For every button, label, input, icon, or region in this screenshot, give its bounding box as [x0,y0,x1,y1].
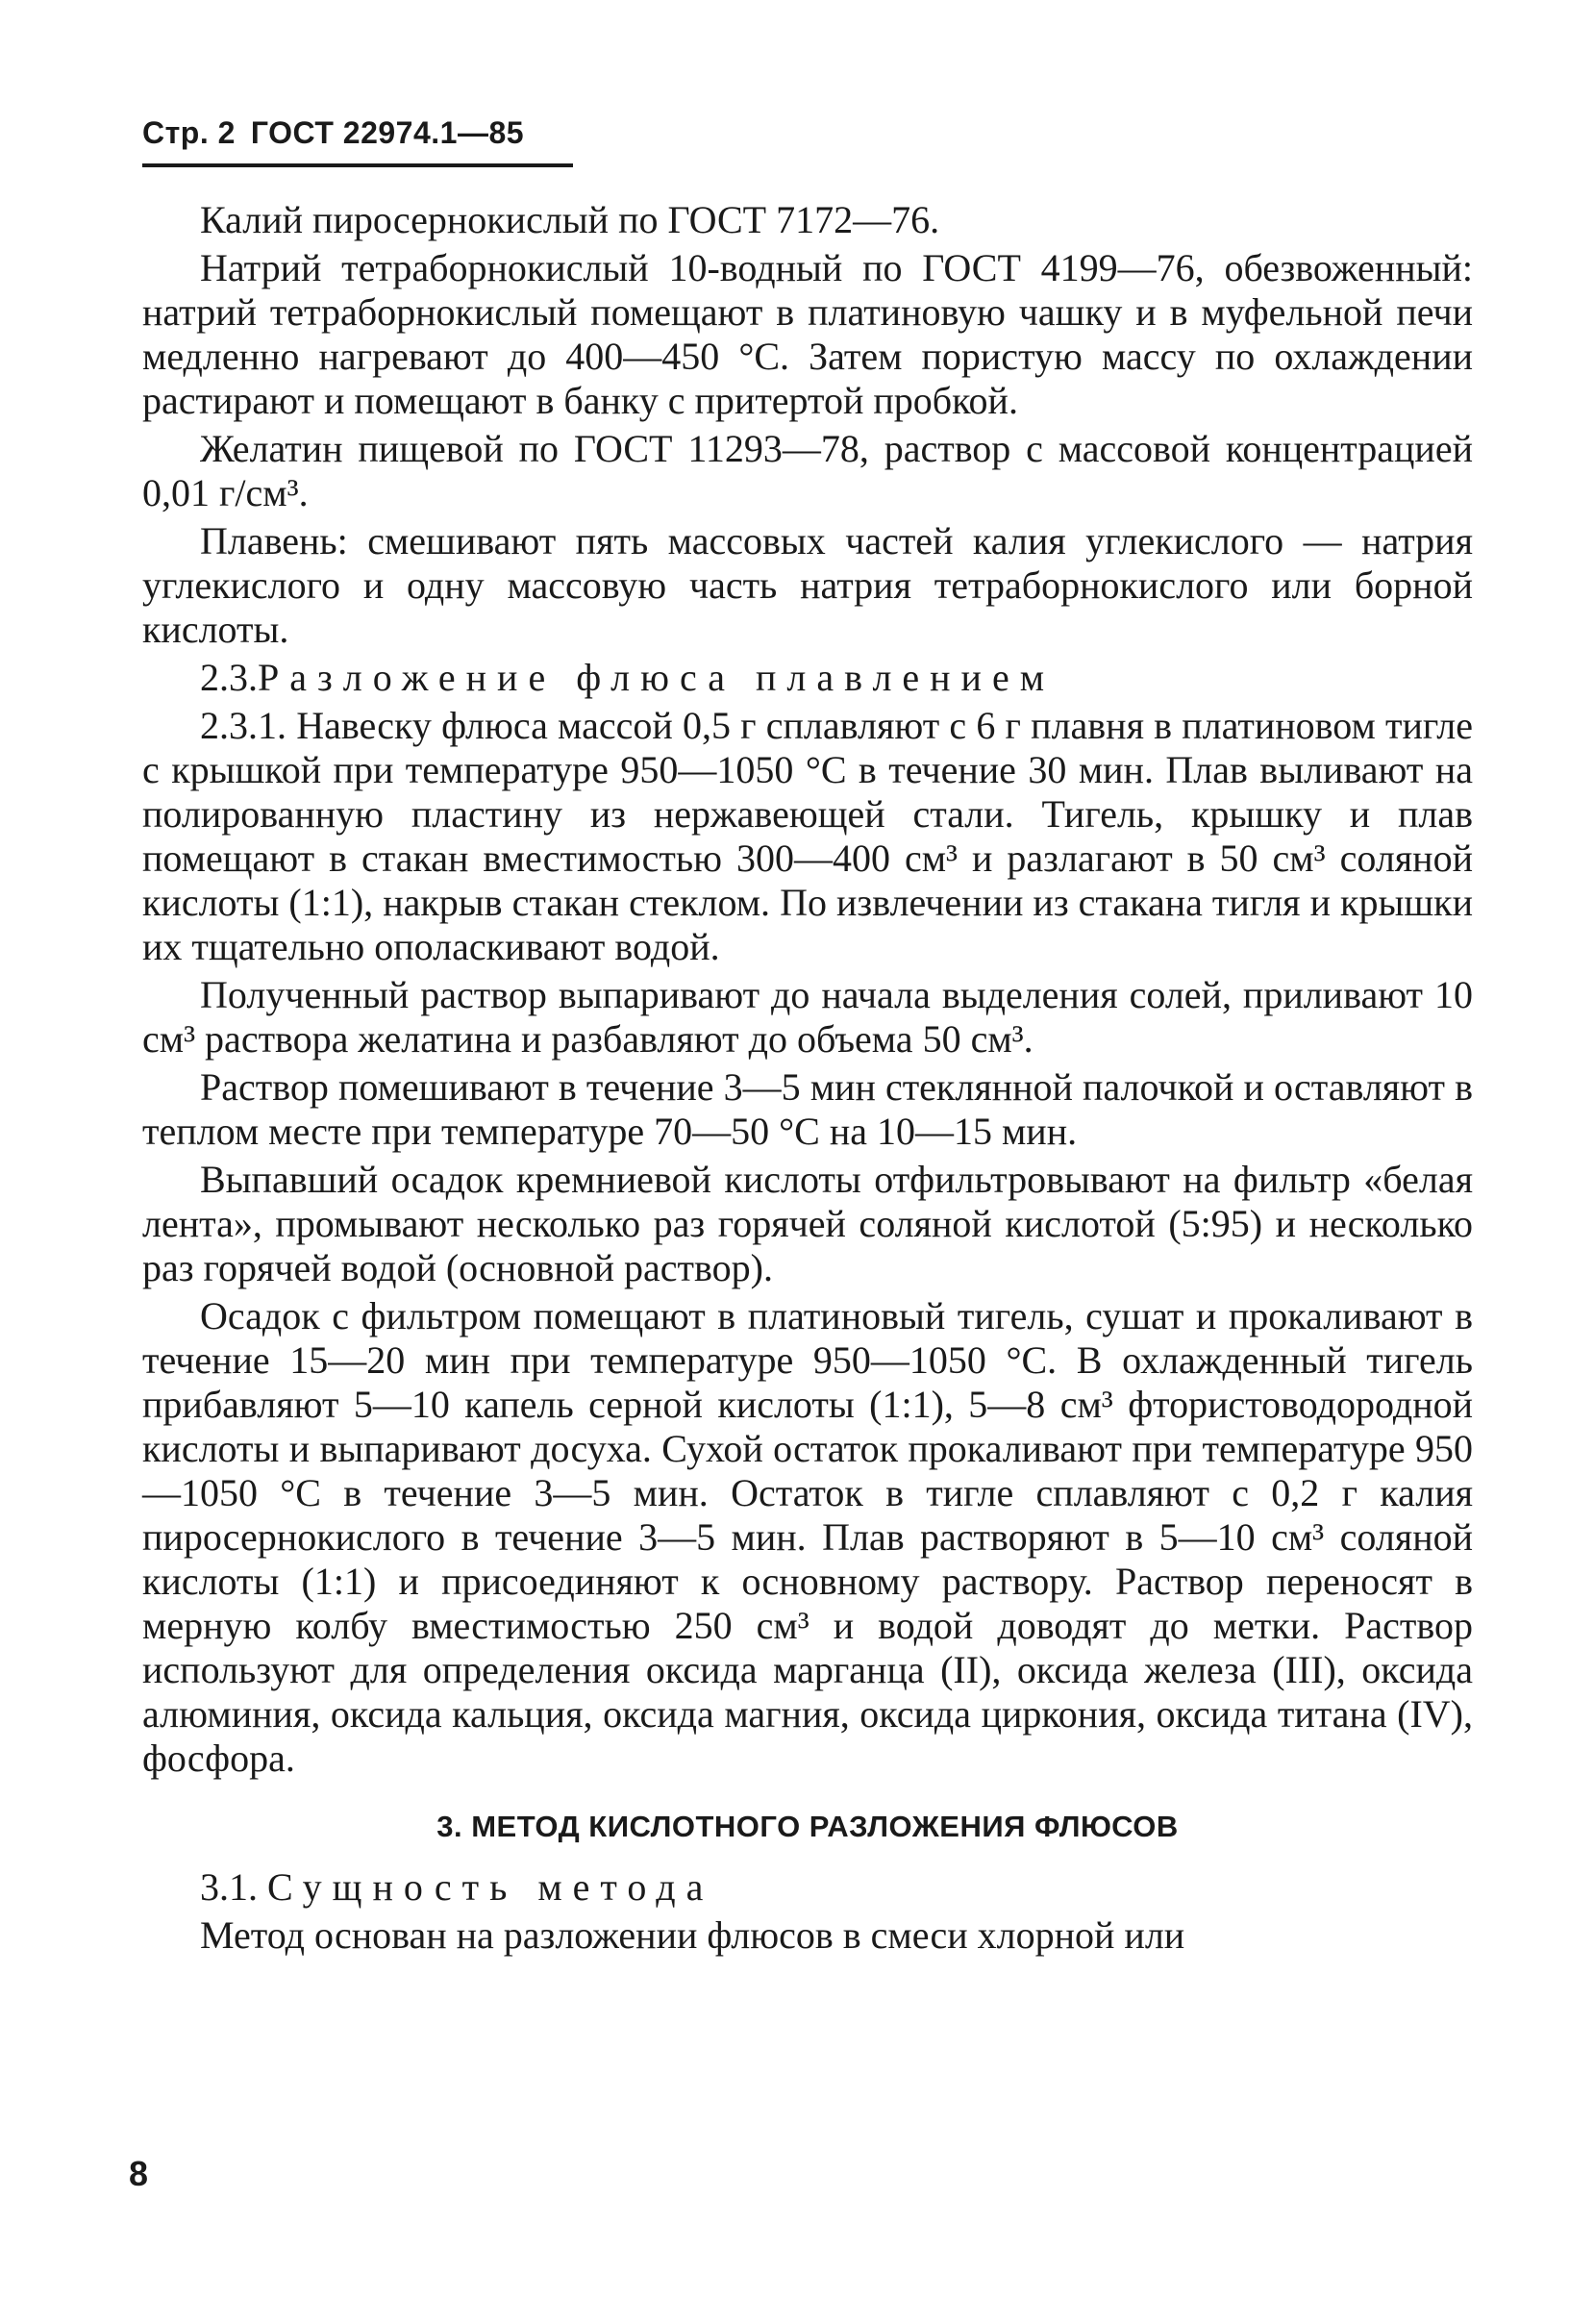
running-header [142,115,524,151]
page-number: 8 [129,2154,149,2193]
paragraph: Раствор помешивают в течение 3—5 мин стеклянной палочкой и оставляют в теплом месте при температуре 70—50 °С на 10—15 мин. [142,1065,1473,1153]
paragraph: Полученный раствор выпаривают до начала выделения солей, приливают 10 см³ раствора желатина и разбавляют до объема 50 см³. [142,973,1473,1061]
paragraph: Осадок с фильтром помещают в платиновый тигель, сушат и прокаливают в течение 15—20 мин при температуре 950—1050 °С. В охлажденный тигель прибавляют 5—10 капель серной кислоты (1:1), 5—8 см³ фтористоводородной кислоты и выпаривают досуха. Сухой остаток прокаливают при температуре 950—1050 °С в течение 3—5 мин. Остаток в тигле сплавляют с 0,2 г калия пиросернокислого в течение 3—5 мин. Плав растворяют в 5—10 см³ соляной кислоты (1:1) и присоединяют к основному раствору. Раствор переносят в мерную колбу вместимостью 250 см³ и водой доводят до метки. Раствор используют для определения оксида марганца (II), оксида железа (III), оксида алюминия, оксида кальция, оксида магния, оксида циркония, оксида титана (IV), фосфора. [142,1294,1473,1780]
paragraph: Выпавший осадок кремниевой кислоты отфильтровывают на фильтр «белая лента», промывают несколько раз горячей соляной кислотой (5:95) и несколько раз горячей водой (основной раствор). [142,1158,1473,1289]
header-rule [142,163,573,167]
subsection-number: 2.3. [200,656,258,699]
paragraph: Калий пиросернокислый по ГОСТ 7172—76. [200,198,940,241]
subsection-2-3-heading [142,656,1473,700]
paragraph: 2.3.1. Навеску флюса массой 0,5 г сплавляют с 6 г плавня в платиновом тигле с крышкой при температуре 950—1050 °С в течение 30 мин. Плав выливают на полированную пластину из нержавеющей стали. Тигель, крышку и плав помещают в стакан вместимостью 300—400 см³ и разлагают в 50 см³ соляной кислоты (1:1), накрыв стакан стеклом. По извлечении из стакана тигля и крышки их тщательно ополаскивают водой. [142,704,1473,968]
paragraph: Желатин пищевой по ГОСТ 11293—78, раствор с массовой концентрацией 0,01 г/см³. [142,427,1473,514]
paragraph: Метод основан на разложении флюсов в смеси хлорной или [200,1913,1185,1957]
paragraph: Плавень: смешивают пять массовых частей калия углекислого — натрия углекислого и одну массовую часть натрия тетраборнокислого или борной кислоты. [142,519,1473,651]
paragraph: Натрий тетраборнокислый 10-водный по ГОСТ 4199—76, обезвоженный: натрий тетраборнокислый помещают в платиновую чашку и в муфельной печи медленно нагревают до 400—450 °С. Затем пористую массу по охлаждении растирают и помещают в банку с притертой пробкой. [142,246,1473,422]
subsection-title: Разложение флюса плавлением [258,656,1056,699]
standard-number: ГОСТ 22974.1—85 [250,115,525,150]
body-text [142,198,1473,1958]
subsection-title: Сущность метода [267,1865,714,1909]
section-3-heading: 3. МЕТОД КИСЛОТНОГО РАЗЛОЖЕНИЯ ФЛЮСОВ [436,1810,1179,1843]
page-label: Стр. 2 [142,115,236,150]
subsection-3-1-heading [142,1865,1473,1910]
subsection-number: 3.1. [200,1865,258,1909]
